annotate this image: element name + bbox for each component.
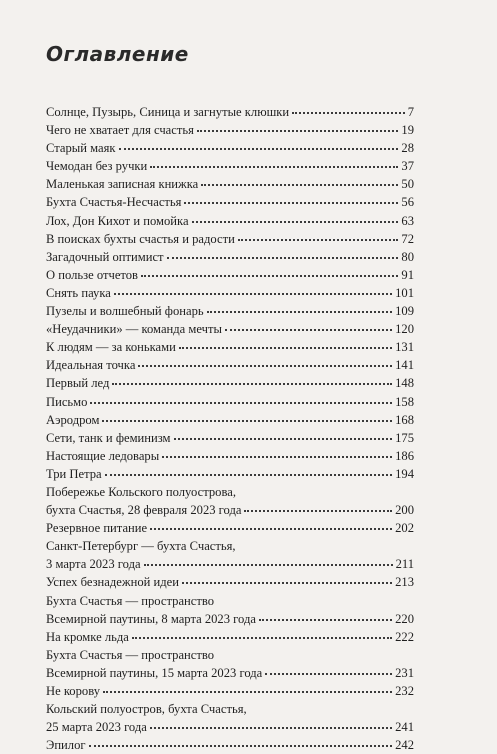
toc-entry-title: Три Петра [46,466,102,481]
toc-entry [46,193,414,211]
toc-entry-page-number: 120 [395,322,414,337]
toc-entry [46,592,414,628]
toc-entry-title: бухта Счастья, 28 февраля 2023 года [46,503,242,518]
toc-entry-title: Сети, танк и феминизм [46,430,171,445]
toc-entry [46,411,414,429]
dot-leader [162,454,392,458]
toc-entry-line [46,736,414,754]
toc-entry-line [46,664,414,682]
toc-entry [46,700,414,736]
toc-entry-title: Снять паука [46,285,111,300]
toc-entry-page-number: 211 [395,557,414,572]
toc-entry-page-number: 202 [395,521,414,536]
toc-entry-page-number: 7 [407,105,414,119]
toc-entry-line [46,248,414,266]
toc-entry-page-number: 186 [395,448,414,463]
toc-entry [46,447,414,465]
toc-entry-line [46,338,414,356]
dot-leader [89,743,393,747]
toc-entry-title: На кромке льда [46,629,129,644]
toc-entry-page-number: 109 [395,304,414,319]
toc-entry-line [46,320,414,338]
toc-entry-title: Загадочный оптимист [46,249,164,264]
toc-entry-title: Аэродром [46,412,100,427]
toc-entry [46,736,414,754]
toc-entry-title: Солнце, Пузырь, Синица и загнутые клюшки [46,105,290,119]
toc-entry-line [46,411,414,429]
toc-entry-title: Письмо [46,394,88,409]
toc-entry [46,320,414,338]
toc-entry [46,465,414,483]
toc-entry-page-number: 168 [395,412,414,427]
toc-entry [46,302,414,320]
dot-leader [182,580,392,584]
toc-entry-page-number: 37 [401,159,414,174]
toc-list [46,103,414,754]
toc-entry-line [46,175,414,193]
dot-leader [174,436,393,440]
toc-entry-page-number: 50 [401,177,414,192]
toc-entry-title: Старый маяк [46,141,116,156]
toc-entry [46,519,414,537]
toc-entry-line [46,519,414,537]
toc-entry [46,573,414,591]
toc-entry-page-number: 213 [395,575,414,590]
toc-entry [46,483,414,519]
dot-leader [103,689,392,693]
toc-entry-title: 3 марта 2023 года [46,557,141,572]
toc-entry-page-number: 19 [401,123,414,138]
toc-entry-title: «Неудачники» — команда мечты [46,322,222,337]
toc-entry-title: Бухта Счастья — пространство [46,593,215,608]
toc-entry-line [46,573,414,591]
toc-entry-line [46,103,414,121]
dot-leader [138,363,392,367]
toc-entry-line [46,646,414,664]
toc-entry [46,157,414,175]
toc-entry-title: Не корову [46,684,101,698]
toc-entry-page-number: 194 [395,466,414,481]
toc-entry [46,646,414,682]
toc-entry-line [46,302,414,320]
dot-leader [244,508,392,512]
toc-entry-line [46,393,414,411]
toc-entry [46,248,414,266]
dot-leader [102,418,392,422]
toc-entry-title: Идеальная точка [46,358,136,373]
toc-entry-title: Чего не хватает для счастья [46,123,194,138]
toc-entry-page-number: 131 [395,340,414,355]
dot-leader [184,200,398,204]
toc-entry-title: О пользе отчетов [46,267,138,282]
toc-entry-line [46,700,414,718]
toc-entry [46,393,414,411]
toc-entry [46,284,414,302]
toc-entry-line [46,682,414,700]
toc-entry-title: Чемодан без ручки [46,159,148,174]
toc-entry [46,356,414,374]
dot-leader [150,526,392,530]
toc-entry-line [46,121,414,139]
dot-leader [112,381,392,385]
dot-leader [105,472,392,476]
toc-entry-page-number: 200 [395,503,414,518]
toc-entry-line [46,537,414,555]
toc-entry-line [46,501,414,519]
toc-entry-title: Успех безнадежной идеи [46,575,179,590]
toc-entry-page-number: 141 [395,358,414,373]
toc-entry-line [46,266,414,284]
toc-entry-line [46,592,414,610]
dot-leader [114,291,392,295]
dot-leader [207,309,392,313]
dot-leader [265,671,392,675]
dot-leader [179,345,392,349]
toc-entry-page-number: 148 [395,376,414,391]
toc-entry [46,628,414,646]
toc-entry-page-number: 28 [401,141,414,156]
toc-entry [46,103,414,121]
dot-leader [201,182,398,186]
toc-entry-line [46,374,414,392]
dot-leader [150,725,392,729]
toc-entry-title: Всемирной паутины, 15 марта 2023 года [46,665,263,680]
toc-entry-line [46,429,414,447]
toc-entry-title: В поисках бухты счастья и радости [46,231,235,246]
toc-entry [46,537,414,573]
toc-entry-title: Бухта Счастья-Несчастья [46,195,182,210]
dot-leader [192,219,399,223]
toc-entry-page-number: 72 [401,231,414,246]
dot-leader [225,327,392,331]
toc-entry [46,175,414,193]
toc-entry-line [46,465,414,483]
toc-entry-page-number: 80 [401,249,414,264]
toc-entry-page-number: 63 [401,213,414,228]
toc-entry-title: Маленькая записная книжка [46,177,199,192]
dot-leader [259,617,392,621]
toc-entry-title: Бухта Счастья — пространство [46,647,215,662]
toc-heading: Оглавление [46,42,189,66]
toc-entry-line [46,718,414,736]
toc-entry [46,121,414,139]
toc-entry-line [46,447,414,465]
toc-entry [46,212,414,230]
toc-entry [46,429,414,447]
toc-entry-title: Настоящие ледовары [46,448,160,463]
toc-entry-line [46,356,414,374]
toc-entry-line [46,284,414,302]
toc-entry [46,139,414,157]
toc-entry-line [46,230,414,248]
toc-entry-line [46,193,414,211]
toc-entry-line [46,555,414,573]
dot-leader [119,146,399,150]
toc-entry-line [46,212,414,230]
dot-leader [90,400,392,404]
toc-entry [46,338,414,356]
toc-entry-page-number: 220 [395,611,414,626]
toc-entry-title: Резервное питание [46,521,148,536]
toc-entry-page-number: 158 [395,394,414,409]
toc-entry-title: Санкт-Петербург — бухта Счастья, [46,539,236,554]
dot-leader [197,128,399,132]
toc-entry-title: К людям — за коньками [46,340,176,355]
toc-entry-page-number: 222 [395,629,414,644]
toc-entry-title: Первый лед [46,376,110,391]
dot-leader [292,110,405,114]
toc-entry [46,230,414,248]
dot-leader [167,255,399,259]
dot-leader [141,273,398,277]
dot-leader [132,635,392,639]
toc-entry-page-number: 241 [395,720,414,735]
toc-entry-page-number: 231 [395,665,414,680]
dot-leader [144,562,393,566]
dot-leader [150,164,398,168]
toc-entry-line [46,628,414,646]
toc-entry-title: Всемирной паутины, 8 марта 2023 года [46,611,256,626]
toc-entry [46,374,414,392]
toc-entry-page-number: 56 [401,195,414,210]
toc-entry [46,266,414,284]
toc-entry [46,682,414,700]
toc-entry-page-number: 91 [401,267,414,282]
toc-entry-title: Эпилог [46,738,86,753]
toc-entry-page-number: 232 [395,684,414,698]
dot-leader [238,237,399,241]
toc-entry-title: Лох, Дон Кихот и помойка [46,213,189,228]
toc-entry-line [46,610,414,628]
toc-entry-title: Побережье Кольского полуострова, [46,484,236,499]
toc-entry-page-number: 175 [395,430,414,445]
toc-entry-line [46,157,414,175]
toc-entry-title: Кольский полуостров, бухта Счастья, [46,702,247,717]
toc-entry-page-number: 242 [395,738,414,753]
toc-entry-title: 25 марта 2023 года [46,720,147,735]
toc-entry-line [46,139,414,157]
toc-entry-line [46,483,414,501]
toc-entry-title: Пузелы и волшебный фонарь [46,304,204,319]
toc-entry-page-number: 101 [395,285,414,300]
